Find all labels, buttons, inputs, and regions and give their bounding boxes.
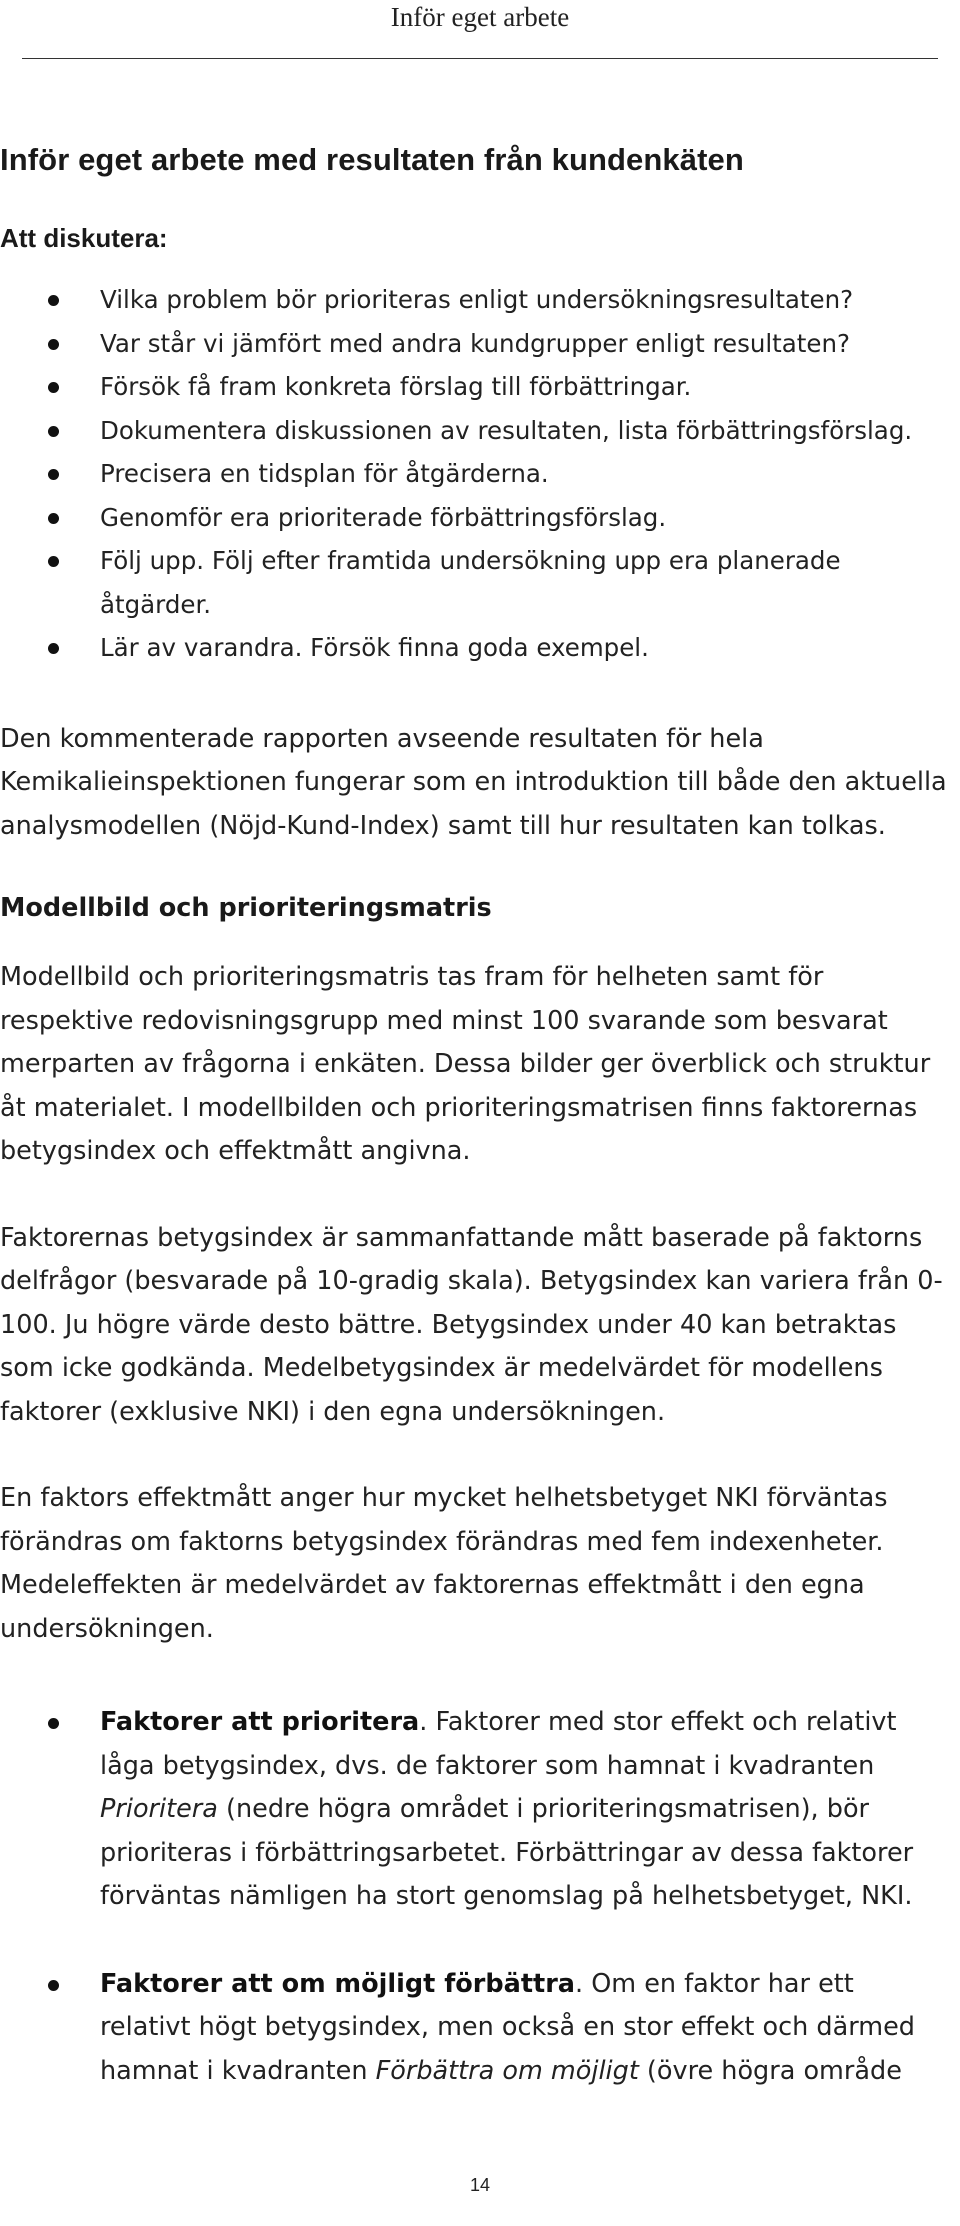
factor-text: (nedre högra området i prioriteringsmatrisen), bör prioriteras i förbättringsarbetet. Förbättringar av dessa faktorer förväntas nämligen ha stort genomslag på helhetsbetyget, NKI. [100,1794,914,1911]
list-item [0,409,952,453]
list-item-text: Genomför era prioriterade förbättringsförslag. [100,502,667,532]
index-paragraph: Faktorernas betygsindex är sammanfattande mått baserade på faktorns delfrågor (besvarade på 10-gradig skala). Betygsindex kan variera från 0-100. Ju högre värde desto bättre. Betygsindex under 40 kan betraktas som icke godkända. Medelbetygsindex är medelvärdet för modellens faktorer (exklusive NKI) i den egna undersökningen. [0,1222,943,1427]
list-item-text: Försök få fram konkreta förslag till förbättringar. [100,372,692,401]
header-divider [22,58,938,59]
list-item [0,365,952,409]
list-item-text: Vilka problem bör prioriteras enligt undersökningsresultaten? [100,285,854,314]
factor-lead: Faktorer att om möjligt förbättra [100,1968,575,1999]
bullet-icon [48,513,59,524]
discuss-heading: Att diskutera: [0,223,168,253]
list-item-text: Precisera en tidsplan för åtgärderna. [100,459,549,488]
model-section-heading: Modellbild och prioriteringsmatris [0,893,492,923]
page-number: 14 [469,2175,491,2195]
list-item [0,278,952,322]
list-item [0,1701,952,1919]
page-title: Inför eget arbete med resultaten från kundenkäten [0,142,744,177]
list-item-text: Lär av varandra. Försök finna goda exempel. [100,633,649,662]
bullet-icon [48,426,59,437]
list-item [0,322,952,366]
list-item [0,626,952,670]
bullet-icon [48,556,59,567]
list-item-text: Var står vi jämfört med andra kundgrupper enligt resultaten? [100,328,851,358]
factor-lead: Faktorer att prioritera [100,1707,420,1737]
list-item [0,496,952,540]
model-paragraph: Modellbild och prioriteringsmatris tas fram för helheten samt för respektive redovisningsgrupp med minst 100 svarande som besvarat merparten av frågorna i enkäten. Dessa bilder ger överblick och struktur åt materialet. I modellbilden och prioriteringsmatrisen finns faktorernas betygsindex och effektmått angivna. [0,962,931,1166]
intro-paragraph: Den kommenterade rapporten avseende resultaten för hela Kemikalieinspektionen fungerar som en introduktion till både den aktuella analysmodellen (Nöjd-Kund-Index) samt till hur resultaten kan tolkas. [0,723,947,841]
bullet-icon [48,469,59,480]
factor-text: (övre högra område [638,2055,902,2086]
list-item [0,539,952,626]
bullet-icon [48,382,59,393]
bullet-icon [48,643,59,654]
bullet-icon [48,295,59,306]
list-item-text: Följ upp. Följ efter framtida undersökning upp era planerade åtgärder. [100,546,841,619]
page-content [0,140,952,2137]
list-item-text: Dokumentera diskussionen av resultaten, lista förbättringsförslag. [100,415,913,445]
list-item [0,1963,952,2094]
quadrant-name: Prioritera [100,1794,218,1824]
bullet-icon [48,339,59,350]
bullet-icon [48,1718,59,1729]
list-item [0,452,952,496]
discuss-list [0,278,952,670]
effect-paragraph: En faktors effektmått anger hur mycket helhetsbetyget NKI förväntas förändras om faktorns betygsindex förändras med fem indexenheter. Medeleffekten är medelvärdet av faktorernas effektmått i den egna undersökningen. [0,1483,888,1644]
factor-text: . Faktorer med stor effekt och relativt låga betygsindex, dvs. de faktorer som hamnat i kvadranten [100,1707,897,1781]
running-header: Inför eget arbete [390,2,570,32]
factor-text: . Om en faktor har ett relativt högt betygsindex, men också en stor effekt och därmed hamnat i kvadranten [100,1968,915,2086]
quadrant-name: Förbättra om möjligt [375,2055,639,2086]
factors-list [0,1701,952,2093]
bullet-icon [48,1980,59,1991]
